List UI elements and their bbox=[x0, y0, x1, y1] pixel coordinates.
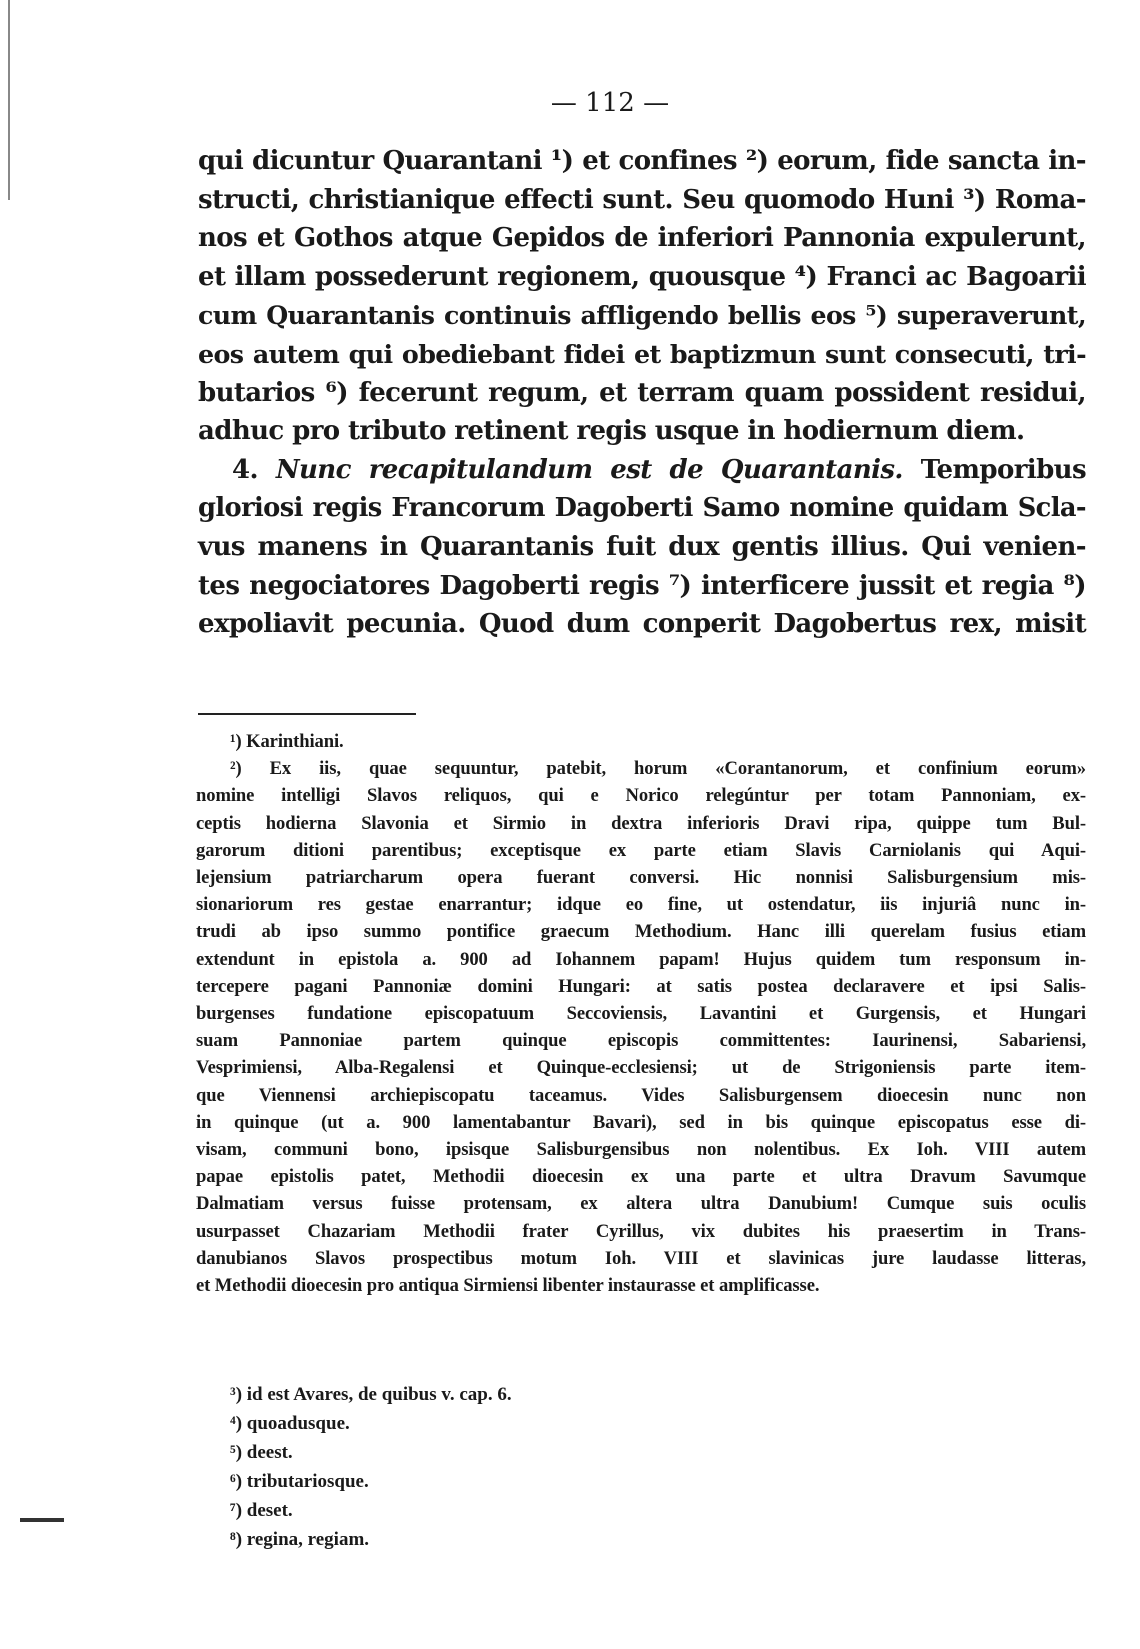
footnotes-block bbox=[196, 728, 1086, 1299]
footnote-6: ⁶) tributariosque. bbox=[230, 1471, 369, 1492]
footnote-2-line: lejensium patriarcharum opera fuerant conversi. Hic nonnisi Salisburgensium mis- bbox=[196, 867, 1086, 889]
footnote-2-line: extendunt in epistola a. 900 ad Iohannem papam! Hujus quidem tum responsum in- bbox=[196, 948, 1086, 970]
footnote-2-line: nomine intelligi Slavos reliquos, qui e Norico relegúntur per totam Pannoniam, ex- bbox=[196, 785, 1086, 807]
footnote-2-line: ²) Ex iis, quae sequuntur, patebit, horum «Corantanorum, et confinium eorum» bbox=[230, 758, 1086, 780]
section-title-italic: Nunc recapitulandum est de Quarantanis. bbox=[275, 454, 903, 485]
footnote-2-line: garorum ditioni parentibus; exceptisque ex parte etiam Slavis Carniolanis qui Aqui- bbox=[196, 839, 1086, 861]
footnote-2-line: burgenses fundatione episcopatuum Seccoviensis, Lavantini et Gurgensis, et Hungari bbox=[196, 1003, 1086, 1025]
footnote-2-line: tercepere pagani Pannoniæ domini Hungari: at satis postea declaravere et ipsi Salis- bbox=[196, 975, 1086, 997]
text-line: structi, christianique effecti sunt. Seu quomodo Huni ³) Roma- bbox=[198, 184, 1086, 215]
footnote-5: ⁵) deest. bbox=[230, 1442, 293, 1463]
footnote-2-line: Vesprimiensi, Alba-Regalensi et Quinque-ecclesiensi; ut de Strigoniensis parte item- bbox=[196, 1057, 1086, 1079]
footnote-separator-rule bbox=[198, 713, 416, 715]
footnote-2-line: suam Pannoniae partem quinque episcopis committentes: Iaurinensi, Sabariensi, bbox=[196, 1030, 1086, 1052]
footnote-3: ³) id est Avares, de quibus v. cap. 6. bbox=[230, 1384, 512, 1405]
footnote-1: ¹) Karinthiani. bbox=[230, 731, 344, 752]
short-footnotes bbox=[230, 1380, 512, 1554]
footnote-2-line: papae epistolis patet, Methodii dioecesin ex una parte et ultra Dravum Savumque bbox=[196, 1166, 1086, 1188]
main-text-body bbox=[198, 142, 1086, 644]
text-fragment: Temporibus bbox=[920, 454, 1087, 485]
section-number: 4. bbox=[232, 454, 258, 485]
scan-edge-line bbox=[8, 0, 10, 200]
text-line: eos autem qui obediebant fidei et baptizmun sunt consecuti, tri- bbox=[198, 338, 1086, 369]
text-line: qui dicuntur Quarantani ¹) et confines ²) eorum, fide sancta in- bbox=[198, 146, 1086, 176]
text-line: vus manens in Quarantanis fuit dux gentis illius. Qui venien- bbox=[198, 531, 1086, 562]
text-line: expoliavit pecunia. Quod dum conperit Dagobertus rex, misit bbox=[198, 609, 1086, 640]
footnote-2-line: in quinque (ut a. 900 lamentabantur Bavari), sed in bis quinque episcopatus esse di- bbox=[196, 1111, 1086, 1133]
text-line: tes negociatores Dagoberti regis ⁷) interficere jussit et regia ⁸) bbox=[198, 570, 1086, 601]
footnote-2-line: trudi ab ipso summo pontifice graecum Methodium. Hanc illi querelam fusius etiam bbox=[196, 921, 1086, 943]
footnote-2-line: danubianos Slavos prospectibus motum Ioh. VIII et slavinicas jure laudasse litteras, bbox=[196, 1247, 1086, 1269]
footnote-2-line: que Viennensi archiepiscopatu taceamus. Vides Salisburgensem dioecesin nunc non bbox=[196, 1084, 1086, 1106]
footnote-2-line: Dalmatiam versus fuisse protensam, ex altera ultra Danubium! Cumque suis oculis bbox=[196, 1193, 1086, 1215]
paragraph-4-heading-line bbox=[198, 451, 1086, 490]
footnote-4: ⁴) quoadusque. bbox=[230, 1413, 350, 1434]
text-line: butarios ⁶) fecerunt regum, et terram quam possident residui, bbox=[198, 377, 1086, 408]
footnote-2-line: ceptis hodierna Slavonia et Sirmio in dextra inferioris Dravi ripa, quippe tum Bul- bbox=[196, 812, 1086, 834]
text-line: adhuc pro tributo retinent regis usque in hodiernum diem. bbox=[198, 416, 1025, 447]
text-line: nos et Gothos atque Gepidos de inferiori Pannonia expulerunt, bbox=[198, 223, 1086, 254]
text-line: et illam possederunt regionem, quousque ⁴) Franci ac Bagoarii bbox=[198, 261, 1086, 292]
footnote-2-line: et Methodii dioecesin pro antiqua Sirmiensi libenter instaurasse et amplificasse. bbox=[196, 1275, 820, 1297]
scan-margin-mark bbox=[20, 1518, 64, 1522]
text-line: cum Quarantanis continuis affligendo bellis eos ⁵) superaverunt, bbox=[198, 300, 1086, 331]
footnote-7: ⁷) deset. bbox=[230, 1500, 293, 1521]
footnote-2-line: visam, communi bono, ipsisque Salisburgensibus non nolentibus. Ex Ioh. VIII autem bbox=[196, 1139, 1086, 1161]
footnote-2-line: sionariorum res gestae enarrantur; idque eo fine, ut ostendatur, iis injuriâ nunc in- bbox=[196, 894, 1086, 916]
page-number: — 112 — bbox=[550, 88, 670, 118]
text-line: gloriosi regis Francorum Dagoberti Samo nomine quidam Scla- bbox=[198, 493, 1086, 524]
footnote-8: ⁸) regina, regiam. bbox=[230, 1529, 370, 1550]
footnote-2-line: usurpasset Chazariam Methodii frater Cyrillus, vix dubites his praesertim in Trans- bbox=[196, 1220, 1086, 1242]
